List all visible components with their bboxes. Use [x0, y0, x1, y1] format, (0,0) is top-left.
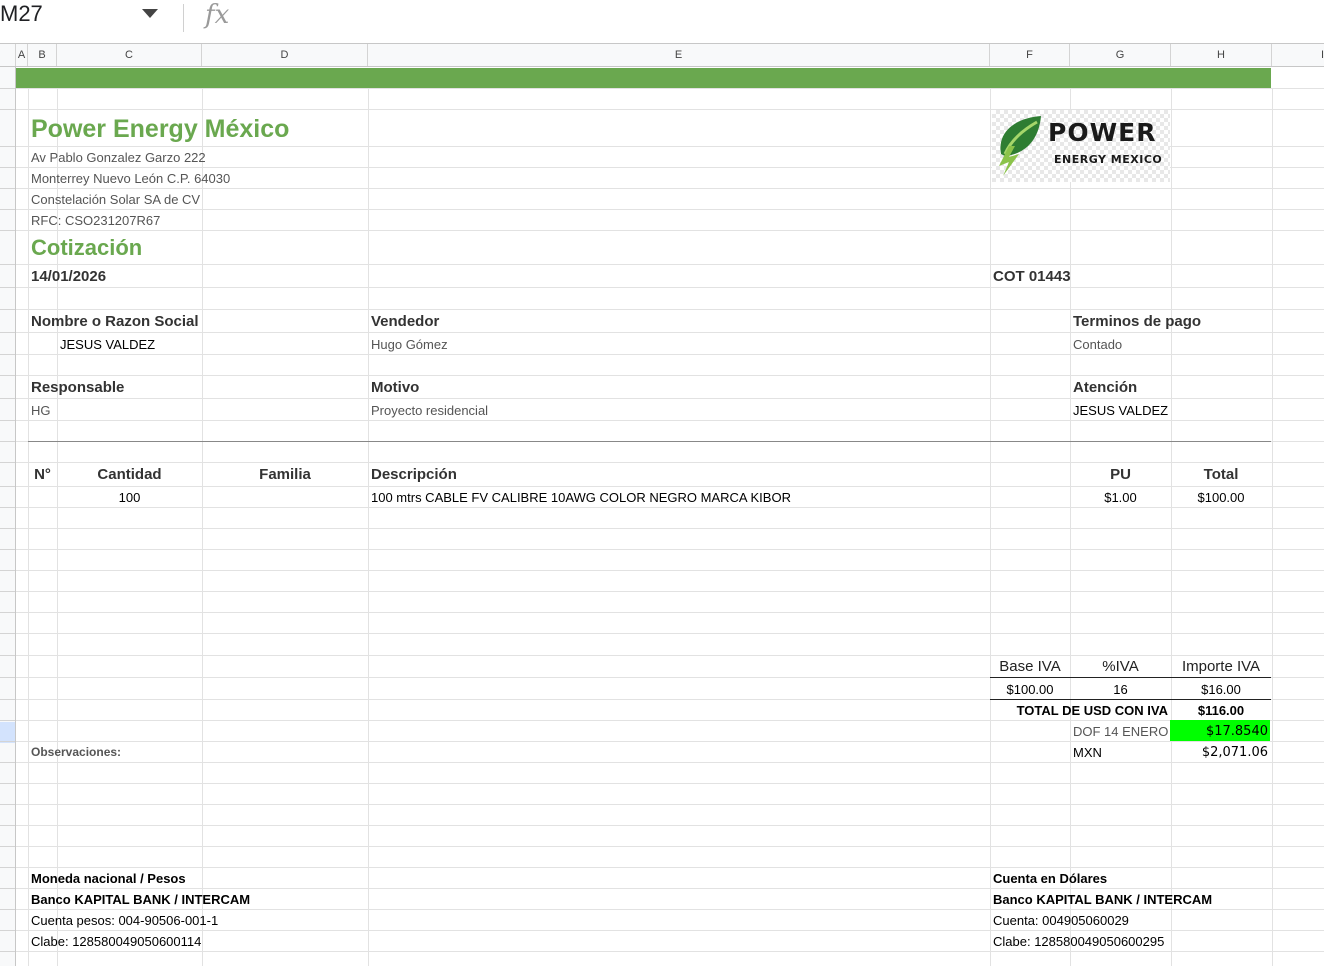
select-all-corner[interactable] — [0, 44, 16, 66]
item-pu: $1.00 — [1104, 490, 1137, 505]
row-header-divider — [0, 612, 15, 613]
client-name-label: Nombre o Razon Social — [31, 313, 199, 330]
grid-line-vertical — [1272, 88, 1273, 966]
row-header-divider — [0, 633, 15, 634]
items-header-pu: PU — [1110, 466, 1131, 483]
company-rfc: RFC: CSO231207R67 — [31, 213, 161, 228]
bank-usd-title: Cuenta en Dólares — [993, 871, 1108, 886]
row-header-divider — [0, 888, 15, 889]
formula-input[interactable] — [245, 6, 1315, 30]
grid-line-horizontal — [16, 783, 1324, 784]
row-header-divider — [0, 188, 15, 189]
grid-line-horizontal — [16, 825, 1324, 826]
item-total: $100.00 — [1197, 490, 1245, 505]
row-header-divider — [0, 951, 15, 952]
quote-date: 14/01/2026 — [31, 268, 107, 285]
totals-header-underline — [990, 677, 1271, 678]
selected-row-indicator — [0, 722, 15, 743]
grid-line-horizontal — [16, 762, 1324, 763]
responsible-value: HG — [31, 403, 51, 418]
column-header-f[interactable]: F — [990, 44, 1070, 66]
items-header-qty: Cantidad — [97, 466, 162, 483]
grid-line-horizontal — [16, 570, 1324, 571]
item-description: 100 mtrs CABLE FV CALIBRE 10AWG COLOR NEGRO MARCA KIBOR — [371, 490, 791, 505]
row-header-divider — [0, 420, 15, 421]
row-header-divider — [0, 909, 15, 910]
row-header-divider — [0, 930, 15, 931]
column-header-c[interactable]: C — [57, 44, 202, 66]
exchange-rate-value: $17.8540 — [1205, 724, 1268, 739]
grid-line-horizontal — [16, 398, 1324, 399]
items-header-description: Descripción — [371, 466, 457, 483]
grid-line-horizontal — [16, 230, 1324, 231]
grid-line-horizontal — [16, 528, 1324, 529]
grid-line-vertical — [1171, 88, 1172, 966]
row-header-divider — [0, 570, 15, 571]
row-header-divider — [0, 507, 15, 508]
payment-terms-label: Terminos de pago — [1073, 313, 1202, 330]
item-qty: 100 — [118, 490, 141, 505]
grid-line-horizontal — [16, 88, 1324, 89]
row-header-divider — [0, 528, 15, 529]
fx-icon: fx — [205, 0, 230, 30]
mxn-label: MXN — [1073, 745, 1102, 760]
column-header-e[interactable]: E — [368, 44, 990, 66]
row-header-divider — [0, 486, 15, 487]
row-header-divider — [0, 441, 15, 442]
row-header-divider — [0, 677, 15, 678]
grid-line-horizontal — [16, 287, 1324, 288]
column-header-d[interactable]: D — [202, 44, 368, 66]
total-usd-value: $116.00 — [1197, 703, 1245, 718]
bank-usd-account: Cuenta: 004905060029 — [993, 913, 1129, 928]
grid-line-horizontal — [16, 804, 1324, 805]
seller-value: Hugo Gómez — [371, 337, 448, 352]
exchange-rate-label: DOF 14 ENERO — [1073, 724, 1169, 739]
bank-usd-name: Banco KAPITAL BANK / INTERCAM — [993, 892, 1213, 907]
row-header-divider — [0, 867, 15, 868]
items-header-family: Familia — [259, 466, 311, 483]
row-header-divider — [0, 264, 15, 265]
row-header-divider — [0, 825, 15, 826]
section-divider — [28, 441, 1271, 442]
header-color-bar — [16, 68, 1271, 88]
formula-bar-divider — [183, 4, 184, 32]
chevron-down-icon[interactable] — [142, 9, 158, 18]
bank-mxn-account: Cuenta pesos: 004-90506-001-1 — [31, 913, 219, 928]
row-header-divider — [0, 398, 15, 399]
grid-line-horizontal — [16, 309, 1324, 310]
row-header-divider — [0, 741, 15, 742]
row-header-divider — [0, 332, 15, 333]
row-header-divider — [0, 462, 15, 463]
importe-iva-value: $16.00 — [1201, 682, 1241, 697]
bank-mxn-title: Moneda nacional / Pesos — [31, 871, 186, 886]
row-header-divider — [0, 655, 15, 656]
base-iva-value: $100.00 — [1006, 682, 1054, 697]
row-header-divider — [0, 146, 15, 147]
grid-line-vertical — [990, 88, 991, 966]
column-header-a[interactable]: A — [16, 44, 28, 66]
column-header-g[interactable]: G — [1070, 44, 1171, 66]
pct-iva-label: %IVA — [1102, 658, 1139, 675]
grid-line-vertical — [1070, 88, 1071, 966]
row-header-divider — [0, 88, 15, 89]
column-header-h[interactable]: H — [1171, 44, 1272, 66]
mxn-value: $2,071.06 — [1201, 745, 1268, 760]
company-legal-name: Constelación Solar SA de CV — [31, 192, 201, 207]
leaf-lightning-icon — [995, 114, 1045, 178]
row-header-divider — [0, 167, 15, 168]
grid-line-vertical — [28, 88, 29, 966]
row-header-divider — [0, 375, 15, 376]
row-header-divider — [0, 209, 15, 210]
client-name-value: JESUS VALDEZ — [60, 337, 156, 352]
quote-title: Cotización — [31, 235, 143, 260]
grid-line-horizontal — [16, 867, 1324, 868]
column-header-i[interactable]: I — [1320, 49, 1324, 61]
row-header-divider — [0, 591, 15, 592]
bank-mxn-name: Banco KAPITAL BANK / INTERCAM — [31, 892, 251, 907]
pct-iva-value: 16 — [1113, 682, 1128, 697]
formula-bar — [0, 0, 1324, 44]
grid-line-horizontal — [16, 549, 1324, 550]
row-header-divider — [0, 720, 15, 721]
grid-line-horizontal — [16, 354, 1324, 355]
total-usd-label: TOTAL DE USD CON IVA — [1016, 703, 1168, 718]
company-address-2: Monterrey Nuevo León C.P. 64030 — [31, 171, 231, 186]
logo-text-sub: ENERGY MEXICO — [1054, 153, 1163, 166]
grid-line-horizontal — [16, 375, 1324, 376]
attention-value: JESUS VALDEZ — [1073, 403, 1169, 418]
row-header-divider — [0, 699, 15, 700]
company-logo — [992, 110, 1170, 182]
row-header-divider — [0, 230, 15, 231]
row-header-divider — [0, 549, 15, 550]
row-header-divider — [0, 109, 15, 110]
column-header — [0, 44, 1324, 67]
row-header-divider — [0, 354, 15, 355]
grid-line-horizontal — [16, 633, 1324, 634]
name-box[interactable]: M27 — [0, 1, 43, 26]
company-name: Power Energy México — [31, 115, 290, 143]
payment-terms-value: Contado — [1073, 337, 1123, 352]
row-header-divider — [0, 309, 15, 310]
row-header-divider — [0, 762, 15, 763]
bank-mxn-clabe: Clabe: 128580049050600114 — [31, 934, 202, 949]
base-iva-label: Base IVA — [999, 658, 1061, 675]
company-address-1: Av Pablo Gonzalez Garzo 222 — [31, 150, 206, 165]
grid-line-horizontal — [16, 462, 1324, 463]
grid-line-vertical — [202, 88, 203, 966]
column-header-b[interactable]: B — [28, 44, 57, 66]
grid-line-horizontal — [16, 209, 1324, 210]
grid-line-horizontal — [16, 591, 1324, 592]
grid-line-vertical — [368, 88, 369, 966]
logo-text-main: POWER — [1048, 118, 1157, 147]
quote-number: COT 01443 — [993, 268, 1071, 285]
grid-line-horizontal — [16, 846, 1324, 847]
items-header-n: N° — [34, 466, 51, 483]
row-header-divider — [0, 804, 15, 805]
grid-line-horizontal — [16, 332, 1324, 333]
bank-usd-clabe: Clabe: 128580049050600295 — [993, 934, 1165, 949]
responsible-label: Responsable — [31, 379, 125, 396]
reason-label: Motivo — [371, 379, 420, 396]
importe-iva-label: Importe IVA — [1181, 658, 1261, 675]
row-header[interactable] — [0, 67, 16, 966]
grid-line-horizontal — [16, 612, 1324, 613]
items-header-total: Total — [1203, 466, 1239, 483]
reason-value: Proyecto residencial — [371, 403, 489, 418]
row-header-divider — [0, 783, 15, 784]
row-header-divider — [0, 287, 15, 288]
row-header-divider — [0, 846, 15, 847]
observations-label: Observaciones: — [31, 745, 122, 759]
seller-label: Vendedor — [371, 313, 440, 330]
attention-label: Atención — [1073, 379, 1138, 396]
grid-line-horizontal — [16, 264, 1324, 265]
